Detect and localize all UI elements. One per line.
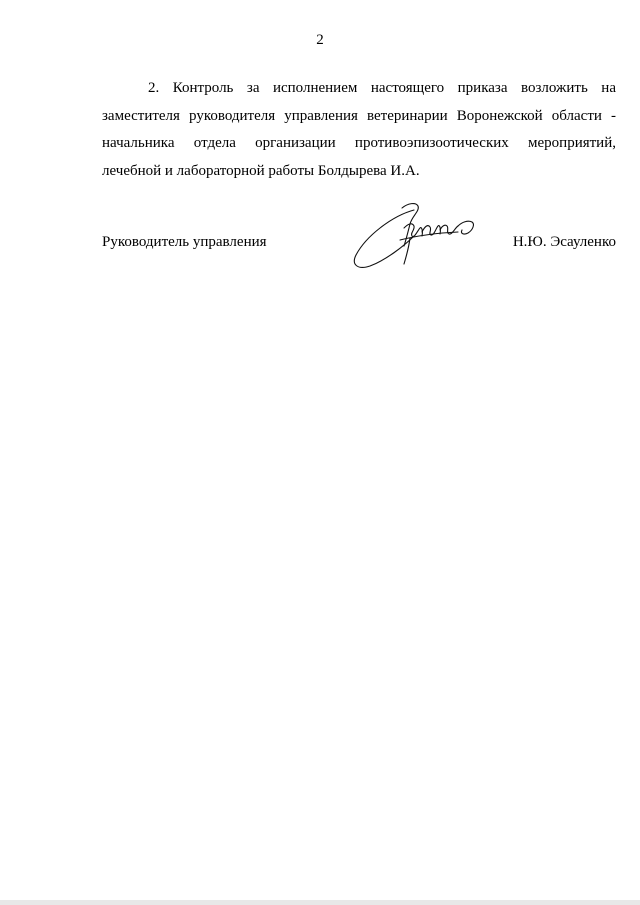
signer-name: Н.Ю. Эсауленко [512, 234, 616, 250]
body-paragraph [102, 75, 616, 185]
signer-position: Руководитель управления [102, 234, 267, 250]
paragraph-line: заместителя руководителя управления ветеринарии Воронежской области - [102, 107, 616, 124]
paragraph-line: лечебной и лабораторной работы Болдырева И.А. [102, 162, 420, 179]
handwritten-signature-icon [352, 200, 482, 275]
page-bottom-edge [0, 900, 640, 905]
page-number: 2 [316, 32, 324, 48]
paragraph-line: 2. Контроль за исполнением настоящего приказа возложить на [148, 80, 616, 96]
paragraph-line: начальника отдела организации противоэпизоотических мероприятий, [102, 135, 616, 151]
